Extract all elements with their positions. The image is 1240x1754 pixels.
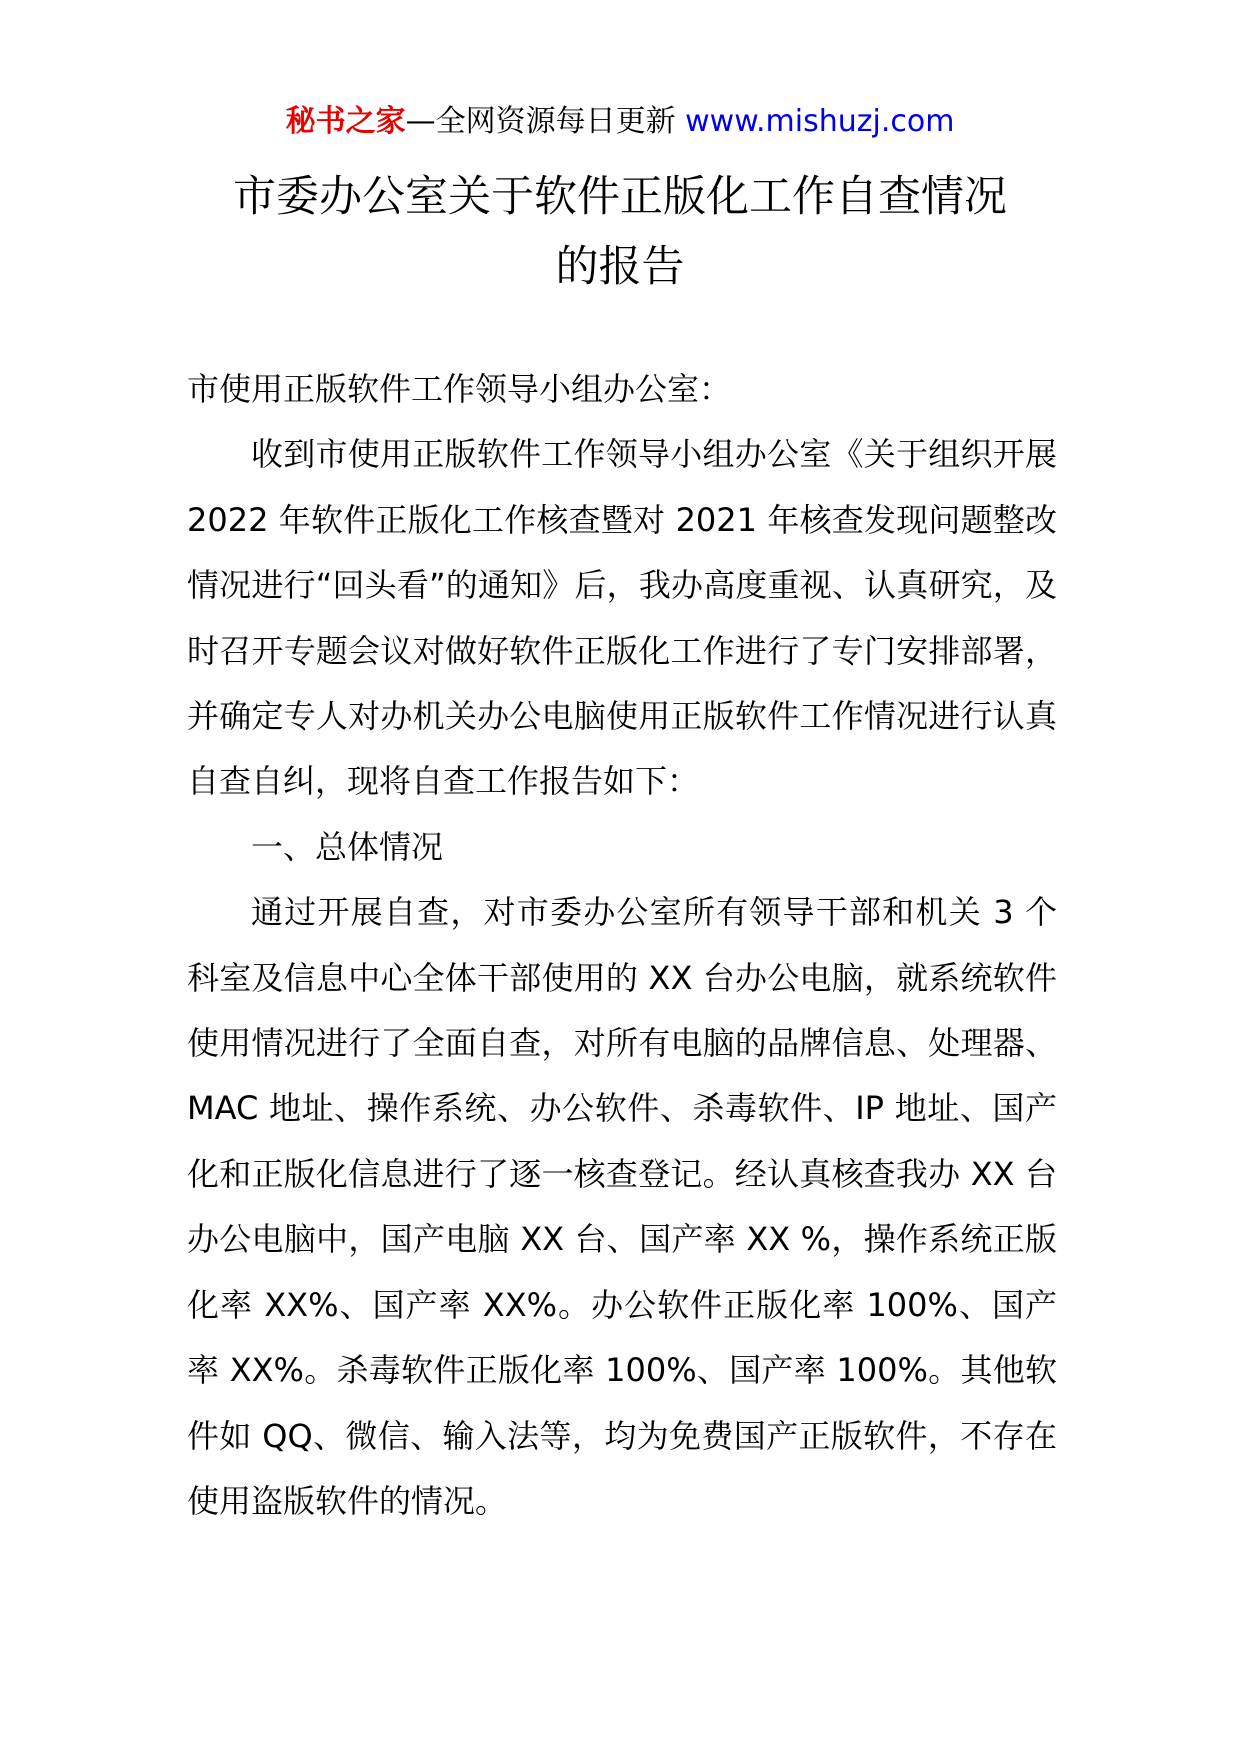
brand-name: 秘书之家	[285, 104, 406, 139]
title-line-2: 的报告	[555, 242, 685, 292]
site-header	[0, 100, 1240, 144]
section-heading: 一、总体情况	[251, 827, 444, 866]
title-line-1: 市委办公室关于软件正版化工作自查情况	[233, 172, 1007, 222]
document-body	[187, 357, 1057, 1534]
salutation: 市使用正版软件工作领导小组办公室：	[187, 370, 732, 408]
intro-paragraph: 收到市使用正版软件工作领导小组办公室《关于组织开展 2022 年软件正版化工作核查暨对 2021 年核查发现问题整改情况进行“回头看”的通知》后，我办高度重视、认真研究，及时召开专题会议对做好软件正版化工作进行了专门安排部署，并确定专人对办机关办公电脑使用正版软件工作情况进行认真自查自纠，现将自查工作报告如下：	[187, 435, 1057, 801]
website-link[interactable]: www.mishuzj.com	[685, 104, 955, 139]
document-title	[120, 162, 1120, 302]
header-tagline: —全网资源每日更新	[405, 104, 686, 139]
overview-paragraph: 通过开展自查，对市委办公室所有领导干部和机关 3 个科室及信息中心全体干部使用的 XX 台办公电脑，就系统软件使用情况进行了全面自查，对所有电脑的品牌信息、处理器、MAC 地址、操作系统、办公软件、杀毒软件、IP 地址、国产化和正版化信息进行了逐一核查登记。经认真核查我办 XX 台办公电脑中，国产电脑 XX 台、国产率 XX %，操作系统正版化率 XX%、国产率 XX%。办公软件正版化率 100%、国产率 XX%。杀毒软件正版化率 100%、国产率 100%。其他软件如 QQ、微信、输入法等，均为免费国产正版软件，不存在使用盗版软件的情况。	[187, 893, 1057, 1520]
